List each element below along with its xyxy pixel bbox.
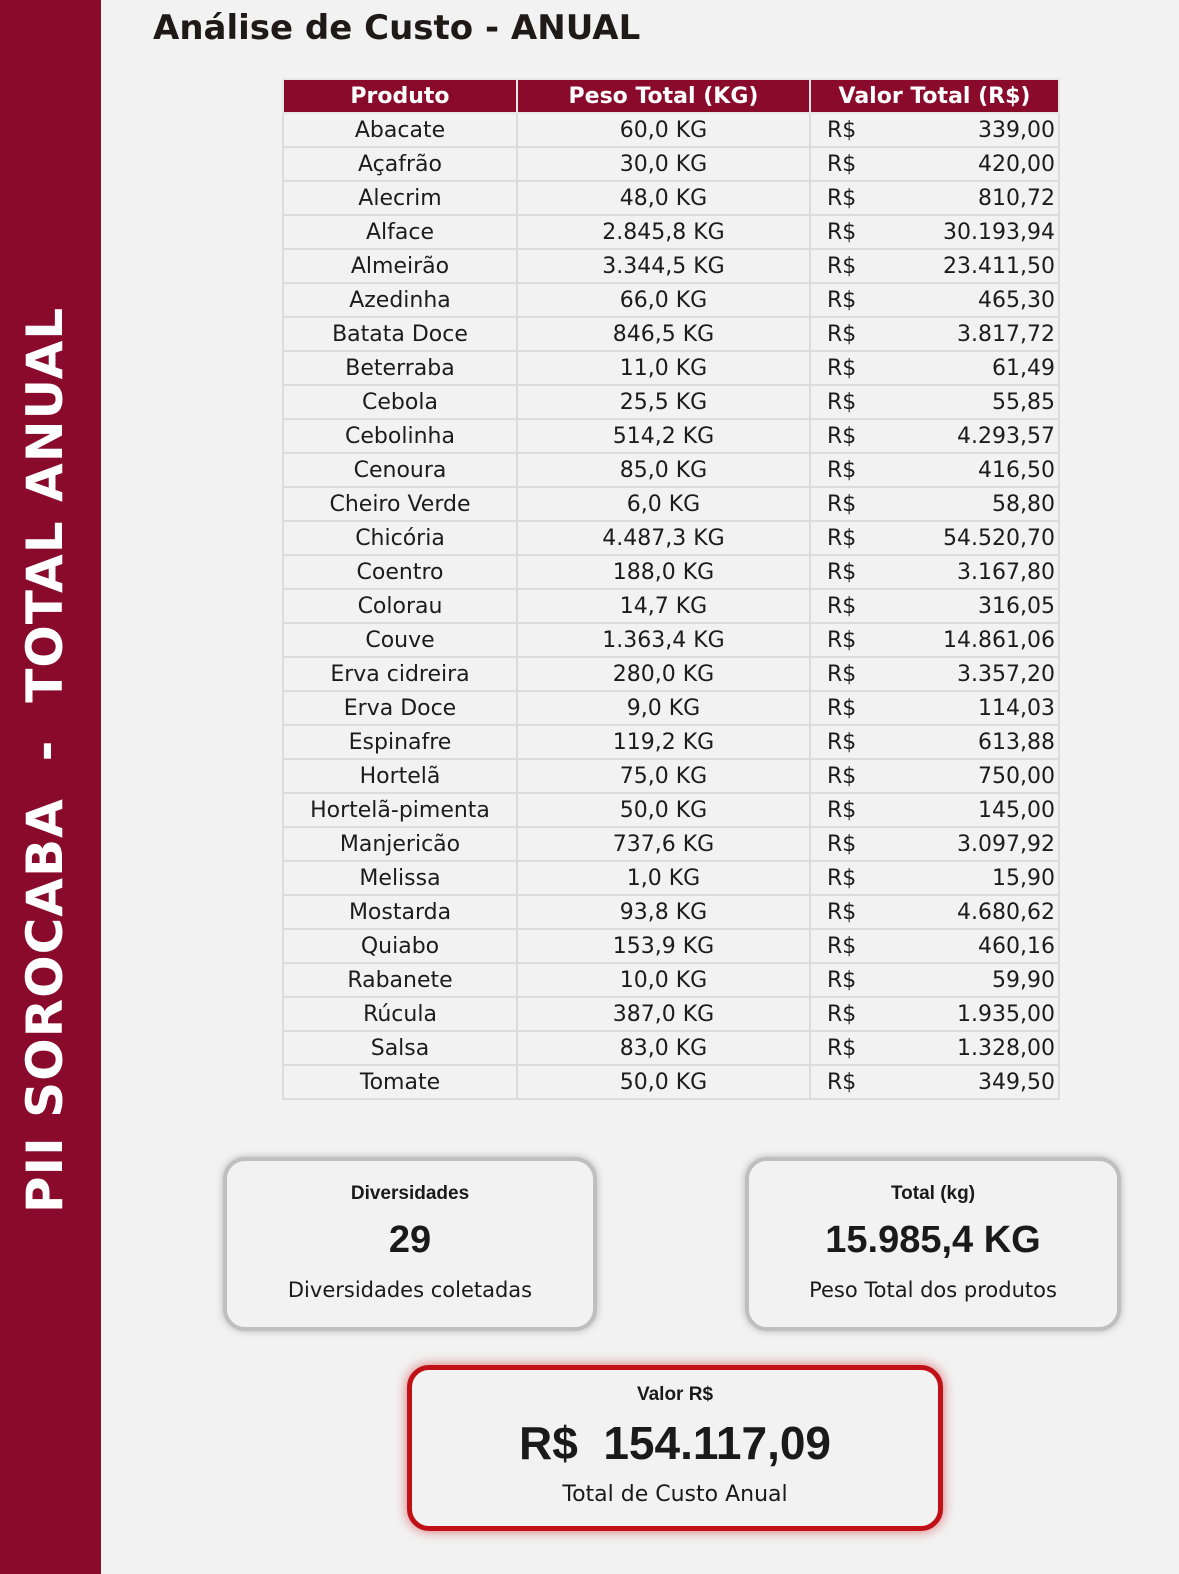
cell-peso: 14,7 KG (517, 589, 810, 623)
cell-valor-currency: R$ (827, 593, 857, 619)
cell-produto: Quiabo (283, 929, 517, 963)
cell-valor-amount: 54.520,70 (943, 525, 1055, 551)
cell-peso: 846,5 KG (517, 317, 810, 351)
sidebar-band (0, 0, 101, 1574)
table-row (283, 555, 1059, 589)
table-row (283, 691, 1059, 725)
table-row (283, 351, 1059, 385)
valor-desc: Total de Custo Anual (562, 1482, 788, 1507)
cell-peso: 30,0 KG (517, 147, 810, 181)
cell-valor-amount: 4.680,62 (957, 899, 1055, 925)
cell-valor-amount: 1.935,00 (957, 1001, 1055, 1027)
cell-peso: 6,0 KG (517, 487, 810, 521)
cell-peso: 153,9 KG (517, 929, 810, 963)
cell-valor-currency: R$ (827, 1001, 857, 1027)
cell-valor-currency: R$ (827, 457, 857, 483)
cell-valor (810, 725, 1059, 759)
cell-valor-currency: R$ (827, 253, 857, 279)
table-row (283, 589, 1059, 623)
cell-valor-amount: 3.097,92 (957, 831, 1055, 857)
cell-valor-amount: 613,88 (978, 729, 1055, 755)
table-row (283, 487, 1059, 521)
cell-valor-amount: 460,16 (978, 933, 1055, 959)
cell-valor (810, 555, 1059, 589)
cell-valor-currency: R$ (827, 491, 857, 517)
cell-valor (810, 453, 1059, 487)
diversidades-desc: Diversidades coletadas (287, 1278, 533, 1302)
cell-peso: 11,0 KG (517, 351, 810, 385)
cell-valor-currency: R$ (827, 933, 857, 959)
cell-valor-amount: 30.193,94 (943, 219, 1055, 245)
table-row (283, 1031, 1059, 1065)
cell-valor-amount: 416,50 (978, 457, 1055, 483)
cell-valor-currency: R$ (827, 525, 857, 551)
cell-valor-currency: R$ (827, 287, 857, 313)
cell-peso: 48,0 KG (517, 181, 810, 215)
table-row (283, 827, 1059, 861)
cell-valor (810, 113, 1059, 147)
cell-valor-amount: 810,72 (978, 185, 1055, 211)
cell-peso: 4.487,3 KG (517, 521, 810, 555)
cell-valor-amount: 4.293,57 (957, 423, 1055, 449)
cell-valor (810, 657, 1059, 691)
cell-peso: 387,0 KG (517, 997, 810, 1031)
table-row (283, 283, 1059, 317)
cell-peso: 514,2 KG (517, 419, 810, 453)
cell-produto: Beterraba (283, 351, 517, 385)
cell-produto: Espinafre (283, 725, 517, 759)
table-row (283, 861, 1059, 895)
cell-valor-currency: R$ (827, 321, 857, 347)
cell-produto: Açafrão (283, 147, 517, 181)
cell-peso: 737,6 KG (517, 827, 810, 861)
cell-produto: Alecrim (283, 181, 517, 215)
table-row (283, 385, 1059, 419)
page-title: Análise de Custo - ANUAL (153, 8, 641, 48)
total-kg-card (745, 1157, 1121, 1331)
sidebar-title: PII SOROCABA - TOTAL ANUAL (16, 306, 74, 1214)
valor-total-card (407, 1365, 943, 1531)
cell-valor (810, 895, 1059, 929)
cell-valor-amount: 316,05 (978, 593, 1055, 619)
cell-valor-currency: R$ (827, 355, 857, 381)
cell-produto: Manjericão (283, 827, 517, 861)
cell-produto: Hortelã (283, 759, 517, 793)
cell-produto: Coentro (283, 555, 517, 589)
cell-valor-amount: 750,00 (978, 763, 1055, 789)
header-peso: Peso Total (KG) (517, 79, 810, 113)
cell-valor-currency: R$ (827, 661, 857, 687)
cell-valor-amount: 58,80 (992, 491, 1055, 517)
cell-valor-currency: R$ (827, 899, 857, 925)
cell-valor-amount: 3.357,20 (957, 661, 1055, 687)
total-kg-value: 15.985,4 KG (825, 1219, 1041, 1261)
total-kg-label: Total (kg) (890, 1183, 976, 1204)
cell-peso: 280,0 KG (517, 657, 810, 691)
cell-valor (810, 385, 1059, 419)
cell-valor-currency: R$ (827, 219, 857, 245)
cell-peso: 75,0 KG (517, 759, 810, 793)
cell-produto: Rúcula (283, 997, 517, 1031)
cell-peso: 3.344,5 KG (517, 249, 810, 283)
table-row (283, 997, 1059, 1031)
cell-produto: Alface (283, 215, 517, 249)
cell-valor-currency: R$ (827, 797, 857, 823)
cell-valor-amount: 1.328,00 (957, 1035, 1055, 1061)
diversidades-card (223, 1157, 597, 1331)
table-row (283, 113, 1059, 147)
cell-valor-amount: 15,90 (992, 865, 1055, 891)
cell-produto: Rabanete (283, 963, 517, 997)
cell-valor (810, 1065, 1059, 1099)
cell-peso: 66,0 KG (517, 283, 810, 317)
valor-value: R$ 154.117,09 (518, 1417, 832, 1469)
cell-valor (810, 181, 1059, 215)
table-row (283, 623, 1059, 657)
cell-produto: Azedinha (283, 283, 517, 317)
cell-produto: Batata Doce (283, 317, 517, 351)
cell-valor-amount: 3.817,72 (957, 321, 1055, 347)
table-row (283, 725, 1059, 759)
valor-label: Valor R$ (636, 1384, 714, 1405)
diversidades-value: 29 (388, 1219, 432, 1261)
cell-valor-amount: 349,50 (978, 1069, 1055, 1095)
table-header-row (283, 79, 1059, 113)
cell-valor-currency: R$ (827, 423, 857, 449)
cell-produto: Tomate (283, 1065, 517, 1099)
cell-valor-amount: 420,00 (978, 151, 1055, 177)
table-row (283, 1065, 1059, 1099)
cell-valor (810, 793, 1059, 827)
cell-valor (810, 419, 1059, 453)
cell-peso: 1,0 KG (517, 861, 810, 895)
header-valor: Valor Total (R$) (810, 79, 1059, 113)
cell-peso: 83,0 KG (517, 1031, 810, 1065)
table-row (283, 793, 1059, 827)
cell-produto: Mostarda (283, 895, 517, 929)
cell-produto: Almeirão (283, 249, 517, 283)
cell-produto: Melissa (283, 861, 517, 895)
table-row (283, 419, 1059, 453)
table-row (283, 453, 1059, 487)
cell-valor (810, 317, 1059, 351)
cell-peso: 10,0 KG (517, 963, 810, 997)
table-row (283, 895, 1059, 929)
cell-valor (810, 759, 1059, 793)
cell-valor-currency: R$ (827, 763, 857, 789)
cell-valor-amount: 339,00 (978, 117, 1055, 143)
cell-valor-currency: R$ (827, 1069, 857, 1095)
cell-valor-currency: R$ (827, 151, 857, 177)
cell-produto: Erva cidreira (283, 657, 517, 691)
cell-valor-currency: R$ (827, 695, 857, 721)
cell-produto: Colorau (283, 589, 517, 623)
cell-valor (810, 623, 1059, 657)
cell-produto: Cebola (283, 385, 517, 419)
cell-valor-amount: 114,03 (978, 695, 1055, 721)
cell-valor (810, 249, 1059, 283)
cell-peso: 2.845,8 KG (517, 215, 810, 249)
cell-produto: Erva Doce (283, 691, 517, 725)
table-row (283, 317, 1059, 351)
cell-produto: Cebolinha (283, 419, 517, 453)
cell-peso: 188,0 KG (517, 555, 810, 589)
cell-valor (810, 1031, 1059, 1065)
table-row (283, 759, 1059, 793)
cell-valor-amount: 23.411,50 (943, 253, 1055, 279)
total-kg-desc: Peso Total dos produtos (809, 1278, 1057, 1302)
cell-valor-amount: 55,85 (992, 389, 1055, 415)
cell-valor-currency: R$ (827, 865, 857, 891)
cell-produto: Chicória (283, 521, 517, 555)
header-produto: Produto (283, 79, 517, 113)
cell-produto: Cheiro Verde (283, 487, 517, 521)
table-row (283, 963, 1059, 997)
cell-valor-currency: R$ (827, 1035, 857, 1061)
cell-peso: 85,0 KG (517, 453, 810, 487)
table-row (283, 215, 1059, 249)
table-row (283, 521, 1059, 555)
table-row (283, 181, 1059, 215)
cell-produto: Salsa (283, 1031, 517, 1065)
cell-peso: 25,5 KG (517, 385, 810, 419)
cell-peso: 50,0 KG (517, 793, 810, 827)
table-body (283, 113, 1059, 1099)
cell-valor-currency: R$ (827, 627, 857, 653)
cell-valor-amount: 14.861,06 (943, 627, 1055, 653)
cell-produto: Hortelã-pimenta (283, 793, 517, 827)
cell-valor-currency: R$ (827, 729, 857, 755)
table-row (283, 929, 1059, 963)
cell-peso: 60,0 KG (517, 113, 810, 147)
cell-valor-currency: R$ (827, 185, 857, 211)
cell-peso: 9,0 KG (517, 691, 810, 725)
cell-valor (810, 691, 1059, 725)
cell-valor (810, 929, 1059, 963)
cell-valor (810, 351, 1059, 385)
table-row (283, 657, 1059, 691)
cell-valor (810, 861, 1059, 895)
cell-valor (810, 283, 1059, 317)
cell-peso: 93,8 KG (517, 895, 810, 929)
cost-table (282, 78, 1060, 1100)
table-row (283, 249, 1059, 283)
cell-valor (810, 147, 1059, 181)
cell-peso: 119,2 KG (517, 725, 810, 759)
cell-produto: Abacate (283, 113, 517, 147)
cell-valor-currency: R$ (827, 831, 857, 857)
cell-valor-amount: 465,30 (978, 287, 1055, 313)
cell-valor-currency: R$ (827, 389, 857, 415)
cell-valor (810, 963, 1059, 997)
cell-valor-currency: R$ (827, 967, 857, 993)
cell-valor-amount: 61,49 (992, 355, 1055, 381)
cell-valor (810, 827, 1059, 861)
cell-valor (810, 997, 1059, 1031)
cell-produto: Cenoura (283, 453, 517, 487)
cell-peso: 50,0 KG (517, 1065, 810, 1099)
cell-valor-currency: R$ (827, 559, 857, 585)
cell-valor-currency: R$ (827, 117, 857, 143)
diversidades-label: Diversidades (350, 1183, 470, 1204)
cell-valor-amount: 3.167,80 (957, 559, 1055, 585)
table-row (283, 147, 1059, 181)
cell-valor (810, 521, 1059, 555)
cell-valor-amount: 59,90 (992, 967, 1055, 993)
cell-valor (810, 487, 1059, 521)
cell-peso: 1.363,4 KG (517, 623, 810, 657)
cell-valor (810, 215, 1059, 249)
cell-produto: Couve (283, 623, 517, 657)
cell-valor-amount: 145,00 (978, 797, 1055, 823)
cell-valor (810, 589, 1059, 623)
